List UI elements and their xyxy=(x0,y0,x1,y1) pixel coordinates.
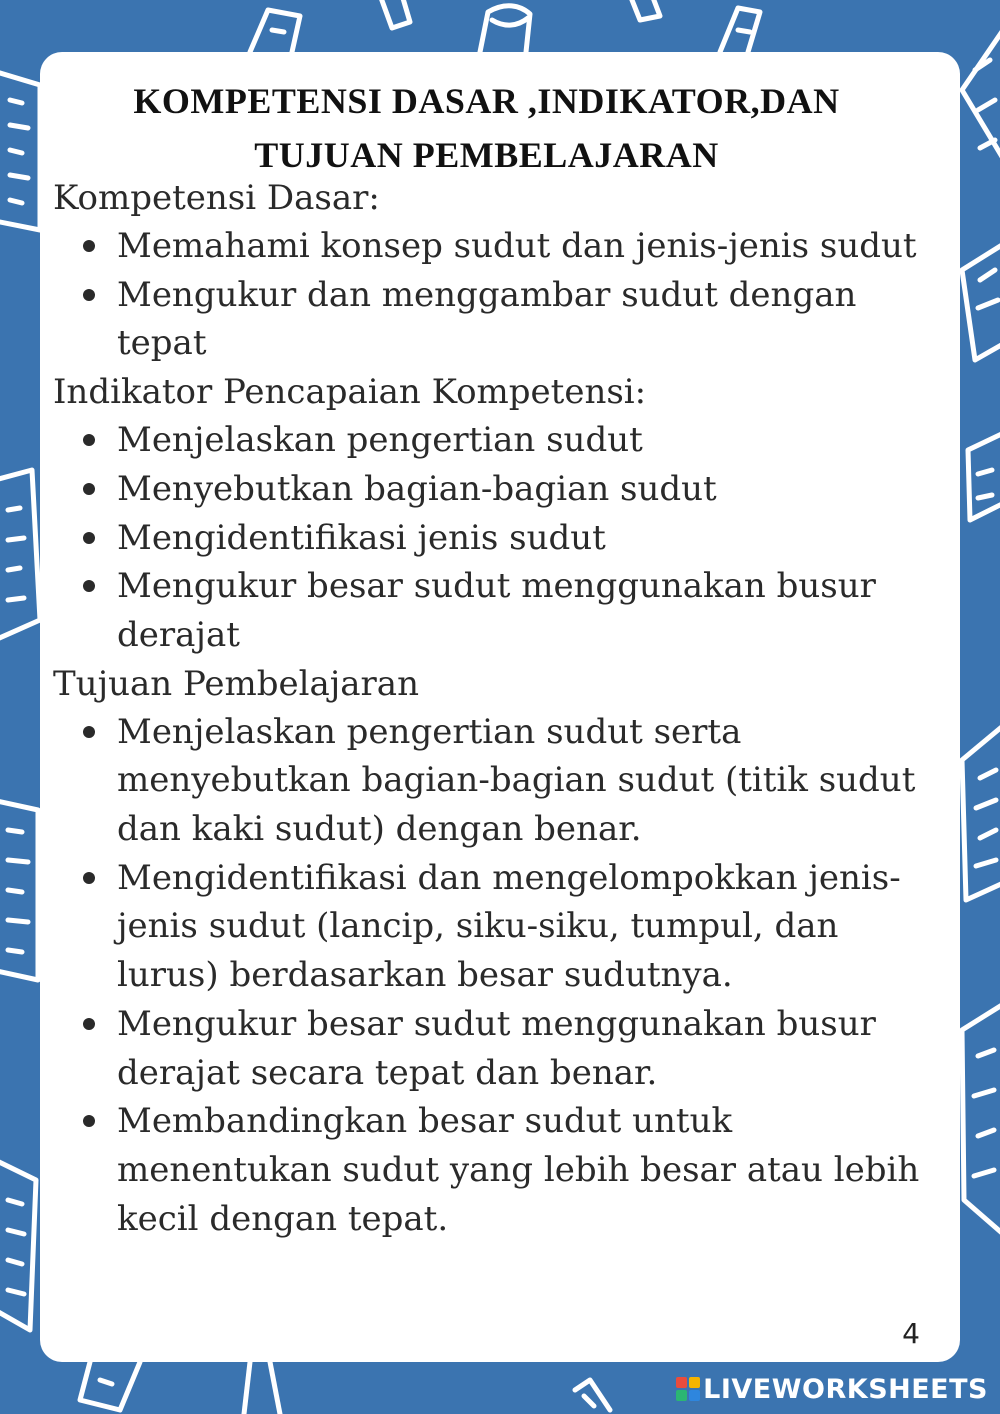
logo-square xyxy=(689,1390,700,1401)
page-number: 4 xyxy=(902,1317,920,1350)
ruler-doodle xyxy=(0,70,40,230)
ruler-doodle xyxy=(0,800,38,980)
list-item: Membandingkan besar sudut untuk menentukan sudut yang lebih besar atau lebih kecil dengan tepat. xyxy=(117,1097,920,1243)
list-item: Mengukur besar sudut menggunakan busur derajat xyxy=(117,562,920,659)
bullet-list xyxy=(53,708,920,1244)
list-item: Memahami konsep sudut dan jenis-jenis sudut xyxy=(117,222,920,271)
logo-square xyxy=(676,1390,687,1401)
set-square-doodle xyxy=(0,470,40,640)
cup-doodle xyxy=(480,6,530,52)
list-item: Mengukur besar sudut menggunakan busur derajat secara tepat dan benar. xyxy=(117,1000,920,1097)
ruler-doodle xyxy=(962,240,1000,360)
section-heading: Indikator Pencapaian Kompetensi: xyxy=(53,372,647,413)
ruler-doodle xyxy=(962,720,1000,900)
section-kompetensi-dasar xyxy=(53,174,920,368)
brand-name: LIVEWORKSHEETS xyxy=(703,1373,988,1405)
bullet-list xyxy=(53,222,920,368)
set-square-doodle xyxy=(968,430,1000,520)
list-item: Mengukur dan menggambar sudut dengan tepat xyxy=(117,271,920,368)
section-indikator xyxy=(53,368,920,660)
bullet-list xyxy=(53,416,920,660)
ruler-doodle xyxy=(630,0,660,20)
cup-doodle xyxy=(575,1380,610,1410)
ruler-doodle xyxy=(250,10,300,52)
list-item: Menjelaskan pengertian sudut serta menyebutkan bagian-bagian sudut (titik sudut dan kaki sudut) dengan benar. xyxy=(117,708,920,854)
set-square-doodle xyxy=(0,1160,36,1330)
content-card xyxy=(40,52,960,1362)
set-square-doodle xyxy=(962,20,1000,170)
section-heading: Tujuan Pembelajaran xyxy=(53,663,419,704)
liveworksheets-brand xyxy=(676,1374,988,1404)
title-line-1: KOMPETENSI DASAR ,INDIKATOR,DAN xyxy=(133,81,840,121)
section-heading: Kompetensi Dasar: xyxy=(53,178,380,218)
set-square-doodle xyxy=(962,1000,1000,1240)
ruler-doodle xyxy=(80,1362,140,1410)
liveworksheets-logo-icon xyxy=(676,1377,700,1401)
page-title xyxy=(53,74,920,182)
set-square-doodle xyxy=(380,0,410,28)
title-line-2: TUJUAN PEMBELAJARAN xyxy=(254,135,719,175)
set-square-doodle xyxy=(244,1362,280,1414)
list-item: Mengidentifikasi dan mengelompokkan jenis-jenis sudut (lancip, siku-siku, tumpul, dan lurus) berdasarkan besar sudutnya. xyxy=(117,854,920,1000)
logo-square xyxy=(676,1377,687,1388)
logo-square xyxy=(689,1377,700,1388)
list-item: Mengidentifikasi jenis sudut xyxy=(117,514,920,563)
list-item: Menyebutkan bagian-bagian sudut xyxy=(117,465,920,514)
ruler-doodle xyxy=(720,8,760,52)
section-tujuan-pembelajaran xyxy=(53,660,920,1244)
list-item: Menjelaskan pengertian sudut xyxy=(117,416,920,465)
